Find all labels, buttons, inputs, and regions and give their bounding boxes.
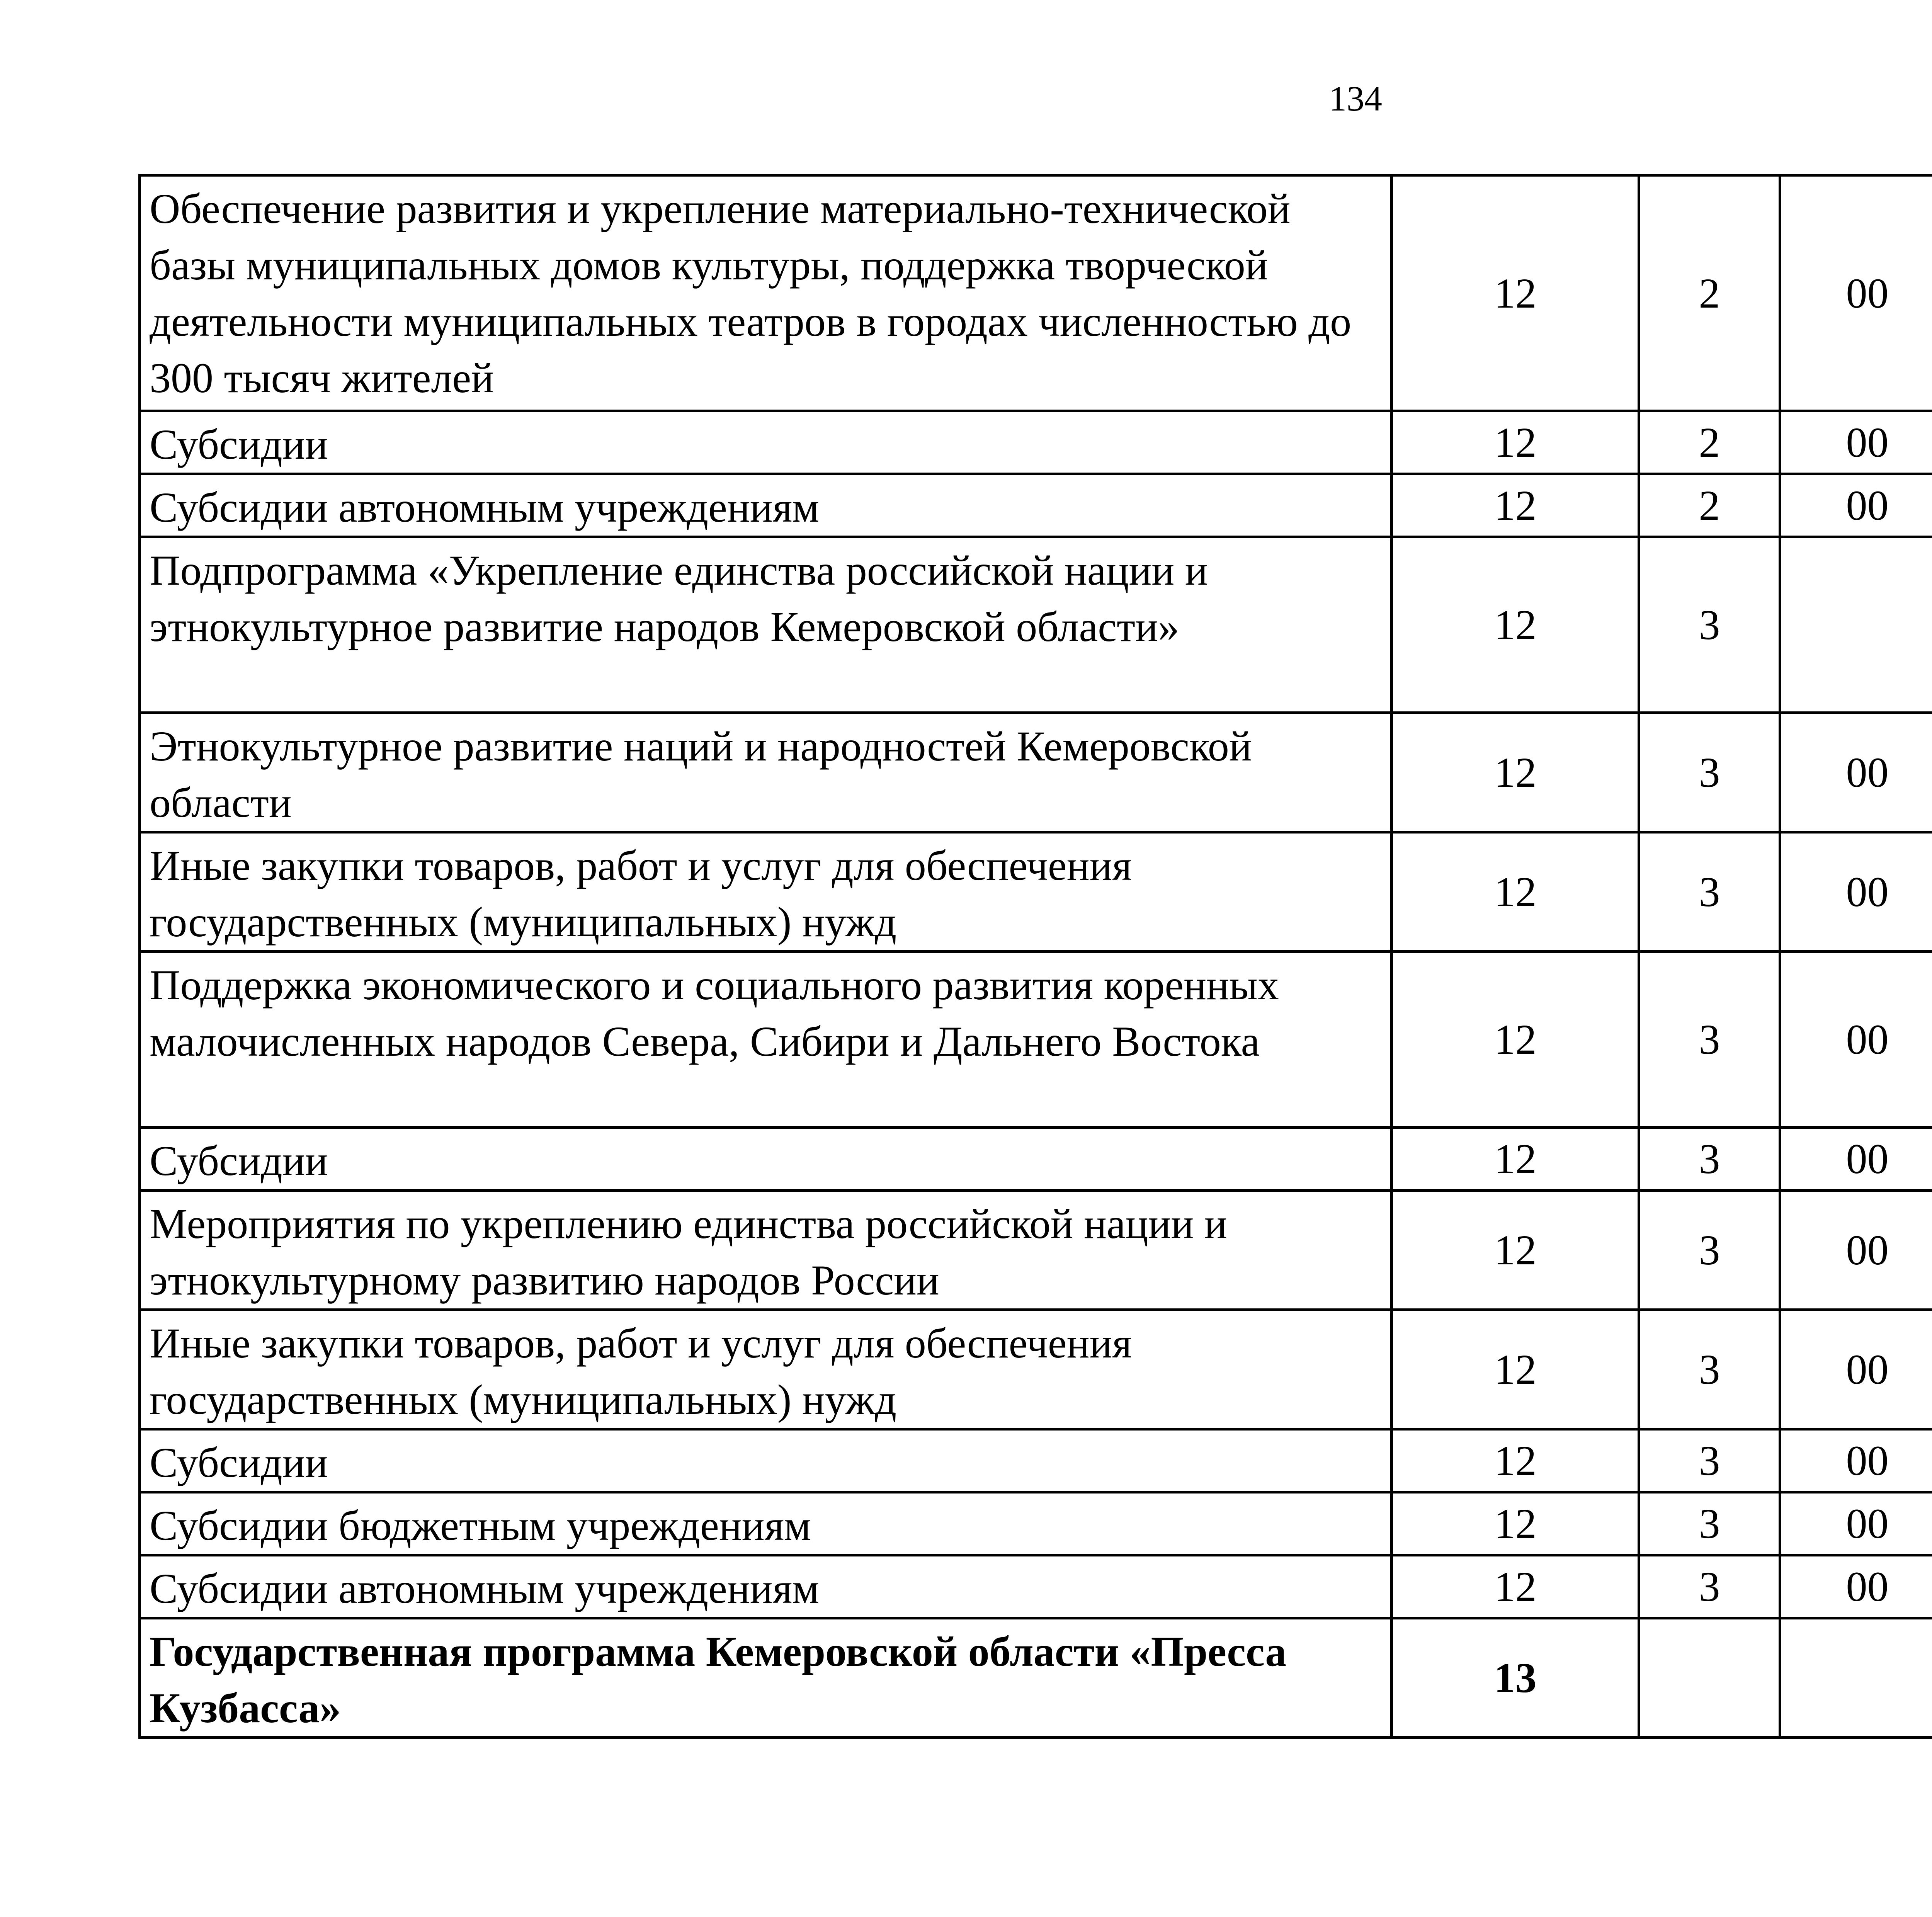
- row-measure-code: 00: [1780, 1429, 1932, 1492]
- row-name: Субсидии: [140, 411, 1392, 474]
- table-row: [140, 952, 1932, 1128]
- budget-table: [138, 174, 1932, 1739]
- row-measure-code: 00: [1780, 952, 1932, 1128]
- row-name: Иные закупки товаров, работ и услуг для обеспечения государственных (муниципальных) нужд: [140, 832, 1392, 952]
- row-name: Субсидии: [140, 1429, 1392, 1492]
- row-subprogram-code: [1639, 1618, 1780, 1738]
- row-program-code: 12: [1392, 1310, 1639, 1429]
- row-measure-code: 00: [1780, 713, 1932, 832]
- table-row: [140, 474, 1932, 537]
- row-measure-code: 00: [1780, 1310, 1932, 1429]
- row-subprogram-code: 2: [1639, 474, 1780, 537]
- row-program-code: 12: [1392, 952, 1639, 1128]
- row-program-code: 12: [1392, 1128, 1639, 1191]
- row-name: Субсидии автономным учреждениям: [140, 474, 1392, 537]
- table-row: [140, 411, 1932, 474]
- row-subprogram-code: 3: [1639, 952, 1780, 1128]
- row-subprogram-code: 2: [1639, 175, 1780, 411]
- row-subprogram-code: 3: [1639, 832, 1780, 952]
- row-program-code: 12: [1392, 175, 1639, 411]
- row-name: Субсидии бюджетным учреждениям: [140, 1492, 1392, 1555]
- row-program-code: 12: [1392, 713, 1639, 832]
- row-subprogram-code: 3: [1639, 1492, 1780, 1555]
- row-measure-code: 00: [1780, 474, 1932, 537]
- table-row-program-total: [140, 1618, 1932, 1738]
- row-subprogram-code: 3: [1639, 713, 1780, 832]
- row-name: Субсидии автономным учреждениям: [140, 1555, 1392, 1618]
- row-measure-code: 00: [1780, 832, 1932, 952]
- row-program-code: 12: [1392, 1555, 1639, 1618]
- row-measure-code: 00: [1780, 1492, 1932, 1555]
- row-name: Государственная программа Кемеровской области «Пресса Кузбасса»: [140, 1618, 1392, 1738]
- page-number: 134: [1329, 79, 1382, 118]
- row-measure-code: 00: [1780, 1191, 1932, 1310]
- row-program-code: 12: [1392, 474, 1639, 537]
- row-program-code: 13: [1392, 1618, 1639, 1738]
- table-row: [140, 1310, 1932, 1429]
- row-program-code: 12: [1392, 1191, 1639, 1310]
- row-subprogram-code: 3: [1639, 1191, 1780, 1310]
- row-subprogram-code: 3: [1639, 1310, 1780, 1429]
- row-name: Подпрограмма «Укрепление единства российской нации и этнокультурное развитие народов Кемеровской области»: [140, 537, 1392, 713]
- row-subprogram-code: 3: [1639, 1429, 1780, 1492]
- row-name: Субсидии: [140, 1128, 1392, 1191]
- row-name: Мероприятия по укреплению единства российской нации и этнокультурному развитию народов России: [140, 1191, 1392, 1310]
- row-name: Этнокультурное развитие наций и народностей Кемеровской области: [140, 713, 1392, 832]
- row-measure-code: [1780, 1618, 1932, 1738]
- row-subprogram-code: 3: [1639, 1128, 1780, 1191]
- table-row: [140, 713, 1932, 832]
- table-row: [140, 1492, 1932, 1555]
- row-name: Иные закупки товаров, работ и услуг для обеспечения государственных (муниципальных) нужд: [140, 1310, 1392, 1429]
- row-program-code: 12: [1392, 1429, 1639, 1492]
- row-name: Поддержка экономического и социального развития коренных малочисленных народов Севера, Сибири и Дальнего Востока: [140, 952, 1392, 1128]
- table-row: [140, 1429, 1932, 1492]
- row-measure-code: 00: [1780, 1128, 1932, 1191]
- row-measure-code: 00: [1780, 175, 1932, 411]
- row-program-code: 12: [1392, 411, 1639, 474]
- row-name: Обеспечение развития и укрепление материально-технической базы муниципальных домов культуры, поддержка творческой деятельности муниципальных театров в городах численностью до 300 тысяч жителей: [140, 175, 1392, 411]
- table-row: [140, 1555, 1932, 1618]
- row-subprogram-code: 2: [1639, 411, 1780, 474]
- row-program-code: 12: [1392, 832, 1639, 952]
- table-row: [140, 1128, 1932, 1191]
- row-subprogram-code: 3: [1639, 1555, 1780, 1618]
- row-measure-code: 00: [1780, 1555, 1932, 1618]
- table-row: [140, 832, 1932, 952]
- row-measure-code: 00: [1780, 411, 1932, 474]
- row-measure-code: [1780, 537, 1932, 713]
- table-row: [140, 1191, 1932, 1310]
- row-subprogram-code: 3: [1639, 537, 1780, 713]
- row-program-code: 12: [1392, 1492, 1639, 1555]
- table-row: [140, 175, 1932, 411]
- table-row: [140, 537, 1932, 713]
- row-program-code: 12: [1392, 537, 1639, 713]
